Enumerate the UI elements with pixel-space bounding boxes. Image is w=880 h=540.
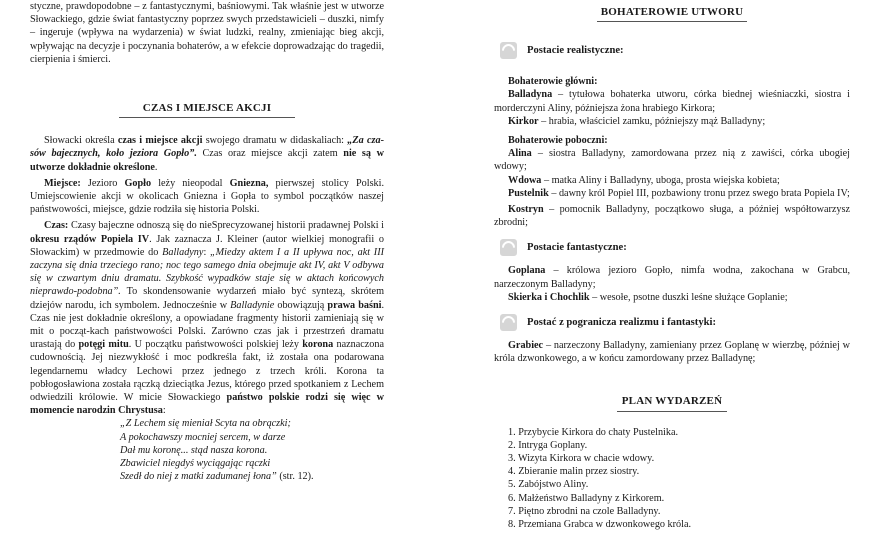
section-heading-time-place: CZAS I MIEJSCE AKCJI [142,102,272,115]
section-fantastic: Postacie fantastyczne: [500,239,850,256]
paragraph-place: Miejsce: Jezioro Gopło leży nieopodal Gniezna, pierwszej stolicy Polski. Umiejscowienie akcji w okolicach Gniezna i Gopła to symbol początków naszej państwowości, miejsce, gdzie rodziła się historia Polski. [30,177,385,216]
list-item: 6. Małżeństwo Balladyny z Kirkorem. [508,492,665,504]
group-label-main: Bohaterowie główni: [508,76,598,88]
list-item: Wdowa – matka Aliny i Balladyny, uboga, prosta wiejska kobieta; [508,174,780,186]
right-column [494,0,850,531]
list-item: Skierka i Chochlik – wesołe, psotne duszki leśne służące Goplanie; [508,291,788,303]
list-item: Pustelnik – dawny król Popiel III, pozbawiony tronu przez swego brata Popiela IV; [508,187,850,199]
list-item: Goplana – królowa jezioro Gopło, nimfa wodna, zakochana w Grabcu, narzeczonym Balladyny; [494,265,850,290]
list-item: 1. Przybycie Kirkora do chaty Pustelnika. [508,426,679,438]
list-item: Balladyna – tytułowa bohaterka utworu, córka biednej wieśniaczki, siostra i morderczyni Aliny, późniejsza żona hrabiego Kirkora; [494,89,850,114]
section-heading-plan: PLAN WYDARZEŃ [621,395,723,408]
plan-list [494,426,850,532]
section-badge-icon [500,314,517,331]
section-realistic: Postacie realistyczne: [500,42,850,59]
list-item: Grabiec – narzeczony Balladyny, zamieniany przez Goplanę w wierzbę, później w króla dzwonkowego, a w końcu zamordowany przez Balladynę; [494,340,850,365]
list-item: 7. Piętno zbrodni na czole Balladyny. [508,505,661,517]
list-item: 2. Intryga Goplany. [508,439,588,451]
list-item: Kostryn – pomocnik Balladyny, początkowo sługa, a później współtowarzysz zbrodni; [494,204,850,229]
list-item: 8. Przemiana Grabca w dzwonkowego króla. [508,519,692,531]
poem-quote: „Z Lechem się mieniał Scyta na obrączki; A pokochawszy mocniej sercem, w darze Dał mu koronę... stąd nasza korona. Zbawiciel niegdyś wyciągając rączki Szedł do niej z matki zadumanej łona” (str. 12). [120,418,314,483]
list-item: 4. Zbieranie malin przez siostry. [508,466,640,478]
list-item: 3. Wizyta Kirkora w chacie wdowy. [508,453,655,465]
section-heading-characters: BOHATEROWIE UTWORU [600,6,744,18]
section-borderline: Postać z pogranicza realizmu i fantastyki: [500,314,850,331]
section-badge-icon [500,239,517,256]
paragraph-time: Czas: Czasy bajeczne odnoszą się do nieSprecyzowanej historii pradawnej Polski i okresu rządów Popiela IV. Jak zaznacza J. Kleiner (autor wielkiej monografii o Słowackim) w przedmowie do Balladyny: „Miedzy aktem I a II upływa noc, akt III zaczyna się dnia trzeciego rano; noc tego samego dnia obejmuje akt IV, akt V odbywa się w czwartym dniu dramatu. Szybkość wypadków staje się w aktach końcowych nieprawdo-podobna”. To skondensowanie wydarzeń miało być syntezą, skrótem dziejów narodu, ich symbolem. Jednocześnie w Balladynie obowiązują prawa baśni. Czas nie jest dokładnie określony, a opowiadane fragmenty historii zamieniają się w mit o począt-kach państwowości Polski. Zarówno czas jak i przestrzeń dramatu urastają do potęgi mitu. U początku państwowości polskiej leży korona naznaczona cudownością. Jej niezwykłość i moc podkreśla fakt, iż została ona podarowana legendarnemu władcy Lechowi przez jednego z trzech króli. Korona ta pobłogosławiona została rączką dzieciątka Jezus, którego przed spotkaniem z Lechem odwiedzili królowie. W micie Słowackiego państwo polskie rodzi się więc w momencie narodzin Chrystusa: [30,220,385,417]
list-item: Alina – siostra Balladyny, zamordowana przez nią z zawiści, córka ubogiej wdowy; [494,148,850,173]
section-badge-icon [500,42,517,59]
list-item: Kirkor – hrabia, właściciel zamku, późniejszy mąż Balladyny; [508,115,766,127]
left-column [30,0,384,484]
group-label-secondary: Bohaterowie poboczni: [508,135,608,147]
list-item: 5. Zabójstwo Aliny. [508,479,589,491]
intro-paragraph: styczne, prawdopodobne – z fantastycznymi, baśniowymi. Tak właśnie jest w utworze Słowackiego, gdzie świat fantastyczny poprzez swych przedstawicieli – duszki, nimfy – ingeruje (wpływa na wydarzenia) w świat ludzki, realny, zmieniając bieg akcji, wpływając na decyzje i poczynania bohaterów, a w efekcie doprowadzając do tragedii, cierpienia i śmierci. [30,1,384,65]
paragraph-time-place: Słowacki określa czas i miejsce akcji swojego dramatu w didaskaliach: „Za cza-sów bajecznych, koło jeziora Gopło”. Czas oraz miejsce akcji zatem nie są w utworze dokładnie określone. [30,135,384,173]
